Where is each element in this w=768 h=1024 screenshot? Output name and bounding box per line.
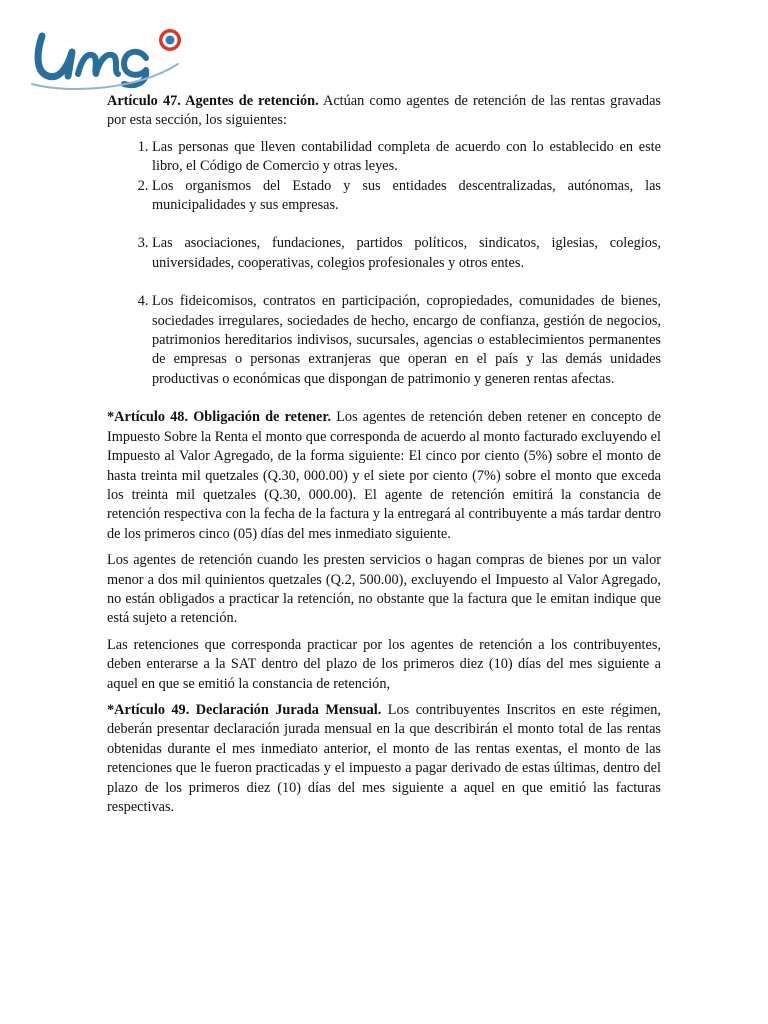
article-49-paragraph: *Artículo 49. Declaración Jurada Mensual. Los contribuyentes Inscritos en este régimen, deberán presentar declaración jurada mensual en la que describirán el monto total de las rentas obtenidas durante el mes inmediato anterior, el monto de las rentas exentas, el monto de las retenciones que le fueron practicadas y el impuesto a pagar derivado de estas últimas, dentro del plazo de los primeros diez (10) días del mes siguiente a aquel en que emitió las facturas respectivas.: [107, 701, 661, 815]
document-body: [107, 92, 661, 824]
article-48-title: *Artículo 48. Obligación de retener.: [107, 409, 332, 426]
list-item: 4. Los fideicomisos, contratos en participación, copropiedades, comunidades de bienes, sociedades irregulares, sociedades de hecho, encargo de confianza, gestión de negocios, patrimonios hereditarios indivisos, sucursales, agencias o establecimientos permanentes de empresas o personas extranjeras que operan en el país y las demás unidades productivas o económicas que dispongan de patrimonio y generen rentas afectas.: [152, 292, 661, 389]
article-48-paragraph-1: *Artículo 48. Obligación de retener. Los agentes de retención deben retener en concepto de Impuesto Sobre la Renta el monto que corresponda de acuerdo al monto facturado excluyendo el Impuesto al Valor Agregado, de la forma siguiente: El cinco por ciento (5%) sobre el monto de hasta treinta mil quetzales (Q.30, 000.00) y el siete por ciento (7%) sobre el monto que exceda los treinta mil quetzales (Q.30, 000.00). El agente de retención emitirá la constancia de retención respectiva con la fecha de la factura y la entregará al contribuyente a más tardar dentro de los primeros cinco (05) días del mes inmediato siguiente.: [107, 409, 661, 542]
article-48-paragraph-3: Las retenciones que corresponda practicar por los agentes de retención a los contribuyentes, deben enterarse a la SAT dentro del plazo de los primeros diez (10) días del mes siguiente a aquel en que se emitió la constancia de retención,: [107, 636, 661, 692]
list-item: 2. Los organismos del Estado y sus entidades descentralizadas, autónomas, las municipalidades y sus empresas.: [152, 177, 661, 216]
logo-letter-u: [38, 36, 72, 77]
logo-letter-m: [78, 55, 118, 74]
university-logo: [28, 14, 188, 94]
retention-agents-list: [107, 138, 661, 389]
list-item: 3. Las asociaciones, fundaciones, partidos políticos, sindicatos, iglesias, colegios, universidades, cooperativas, colegios profesionales y otros entes.: [152, 234, 661, 273]
list-item: 1. Las personas que lleven contabilidad completa de acuerdo con lo establecido en este libro, el Código de Comercio y otras leyes.: [152, 138, 661, 177]
article-47-title: Artículo 47. Agentes de retención.: [107, 93, 319, 109]
article-47-intro: Artículo 47. Agentes de retención. Actúan como agentes de retención de las rentas gravadas por esta sección, los siguientes:: [107, 93, 661, 129]
article-49-title: *Artículo 49. Declaración Jurada Mensual.: [107, 701, 382, 718]
article-48-paragraph-2: Los agentes de retención cuando les presten servicios o hagan compras de bienes por un valor menor a dos mil quinientos quetzales (Q.2, 500.00), excluyendo el Impuesto al Valor Agregado, no están obligados a practicar la retención, no obstante que la factura que le emitan indique que está sujeto a retención.: [107, 552, 661, 627]
